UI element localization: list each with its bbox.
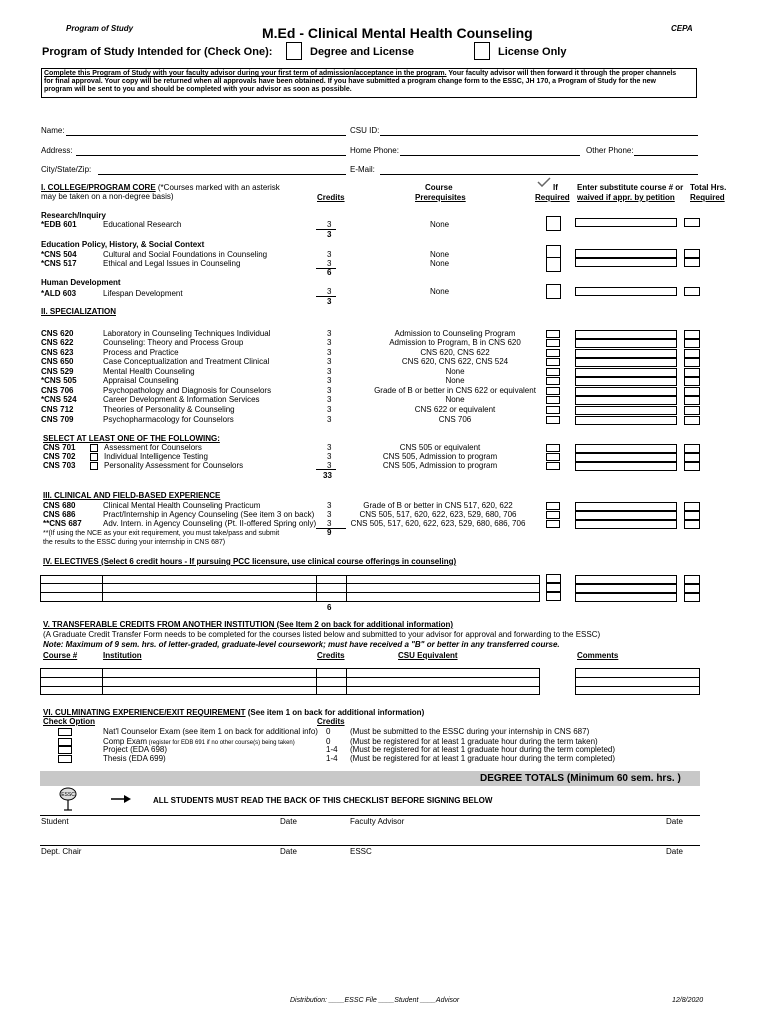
email-field[interactable] <box>380 174 698 175</box>
section1-note: may be taken on a non-degree basis) <box>41 192 174 201</box>
required-checkbox[interactable] <box>546 396 560 404</box>
ald603-prereq: None <box>430 287 450 296</box>
name-label: Name: <box>41 126 65 135</box>
course-title: Psychopharmacology for Counselors <box>103 415 234 424</box>
required-checkbox[interactable] <box>546 358 560 366</box>
divider <box>346 575 347 602</box>
address-label: Address: <box>41 146 73 155</box>
divider <box>40 677 540 678</box>
email-label: E-Mail: <box>350 165 375 174</box>
edu-total: 6 <box>327 268 332 277</box>
exit-option-credits: 0 <box>326 737 331 746</box>
footer-date: 12/8/2020 <box>672 997 704 1004</box>
prereq-header-1: Course <box>425 183 453 192</box>
substitute-field[interactable] <box>575 502 677 511</box>
culminating-title: VI. CULMINATING EXPERIENCE/EXIT REQUIREMENT (See item 1 on back for additional information) <box>43 708 425 717</box>
required-checkbox[interactable] <box>546 462 560 470</box>
signature-line-1[interactable] <box>40 815 700 816</box>
required-checkbox[interactable] <box>546 416 560 424</box>
edb601-title: Educational Research <box>103 220 182 229</box>
substitute-field[interactable] <box>575 406 677 415</box>
course-prereq: CNS 620, CNS 622, CNS 524 <box>401 357 509 366</box>
program-of-study-label: Program of Study <box>66 24 134 33</box>
course-credits: 3 <box>327 386 332 395</box>
substitute-field[interactable] <box>575 462 677 471</box>
substitute-field[interactable] <box>575 368 677 377</box>
divider <box>102 668 103 695</box>
divider <box>40 686 540 687</box>
edb601-substitute-field[interactable] <box>575 218 677 227</box>
total-field[interactable] <box>684 502 700 511</box>
research-total: 3 <box>327 230 332 239</box>
transfer-comments-header: Comments <box>577 651 619 660</box>
total-field[interactable] <box>684 520 700 529</box>
required-checkbox[interactable] <box>546 511 560 519</box>
required-checkbox[interactable] <box>546 377 560 385</box>
clinical-note-1: **(If using the NCE as your exit requirement, you must take/pass and submit <box>43 530 280 537</box>
course-prereq: None <box>445 367 465 376</box>
substitute-field[interactable] <box>575 330 677 339</box>
required-checkbox[interactable] <box>546 339 560 347</box>
transfer-line-2: Note: Maximum of 9 sem. hrs. of letter-graded, graduate-level coursework; must have received a "B" or better in any transferred course. <box>43 640 560 649</box>
course-credits: 3 <box>327 338 332 347</box>
enter-sub-header-2: waived if appr. by petition <box>577 193 675 202</box>
divider <box>40 592 540 593</box>
enter-sub-header-1: Enter substitute course # or <box>577 183 684 192</box>
csu-id-label: CSU ID: <box>350 126 380 135</box>
course-prereq: CNS 706 <box>438 415 472 424</box>
course-code: CNS 703 <box>43 461 76 470</box>
exit-option-label: Comp Exam (register for EDB 691 if no other course(s) being taken) <box>103 737 295 746</box>
home-phone-label: Home Phone: <box>350 146 399 155</box>
faculty-advisor-label: Faculty Advisor <box>350 817 405 826</box>
svg-text:ESSC: ESSC <box>61 792 75 798</box>
elective-1-checkbox[interactable] <box>546 574 561 583</box>
course-code: *CNS 524 <box>41 395 77 404</box>
course-prereq: Admission to Program, B in CNS 620 <box>389 338 521 347</box>
city-label: City/State/Zip: <box>41 165 92 174</box>
course-credits: 3 <box>327 367 332 376</box>
course-prereq: CNS 505, Admission to program <box>382 452 498 461</box>
substitute-field[interactable] <box>575 444 677 453</box>
course-title: Adv. Intern. in Agency Counseling (Pt. II-offered Spring only) <box>103 519 317 528</box>
cns517-total-field[interactable] <box>684 258 700 267</box>
research-heading: Research/Inquiry <box>41 211 106 220</box>
required-checkbox[interactable] <box>546 330 560 338</box>
elective-3-checkbox[interactable] <box>546 592 561 601</box>
divider <box>316 575 317 602</box>
select-heading: SELECT AT LEAST ONE OF THE FOLLOWING: <box>43 434 220 443</box>
course-title: Career Development & Information Services <box>103 395 260 404</box>
total-hrs-header-1: Total Hrs. <box>690 183 727 192</box>
course-credits: 3 <box>327 395 332 404</box>
course-credits: 3 <box>327 501 332 510</box>
course-credits: 3 <box>327 443 332 452</box>
ald603-code: *ALD 603 <box>41 289 77 298</box>
degree-license-checkbox[interactable] <box>286 42 302 60</box>
total-field[interactable] <box>684 396 700 405</box>
total-field[interactable] <box>684 462 700 471</box>
total-field[interactable] <box>684 453 700 462</box>
substitute-field[interactable] <box>575 358 677 367</box>
ald603-title: Lifespan Development <box>103 289 183 298</box>
transfer-institution-header: Institution <box>103 651 142 660</box>
elective-1-total[interactable] <box>684 575 700 584</box>
transfer-line-1: (A Graduate Credit Transfer Form needs to be completed for the courses listed below and submitted to your advisor for approval and forwarding to the ESSC) <box>43 630 601 639</box>
essc-label: ESSC <box>350 847 372 856</box>
specialization-title: II. SPECIALIZATION <box>41 307 116 316</box>
specialization-total: 33 <box>323 471 332 480</box>
clinical-total: 9 <box>327 528 332 537</box>
stamp-icon <box>58 786 78 812</box>
required-checkbox[interactable] <box>546 453 560 461</box>
total-field[interactable] <box>684 349 700 358</box>
substitute-field[interactable] <box>575 416 677 425</box>
chair-date-label: Date <box>280 847 297 856</box>
course-title: Personality Assessment for Counselors <box>104 461 244 470</box>
cns504-total-field[interactable] <box>684 249 700 258</box>
essc-date-label: Date <box>666 847 683 856</box>
substitute-field[interactable] <box>575 377 677 386</box>
course-code: CNS 701 <box>43 443 76 452</box>
cns517-title: Ethical and Legal Issues in Counseling <box>103 259 241 268</box>
divider <box>40 583 540 584</box>
course-credits: 3 <box>327 405 332 414</box>
notice-line-3: program will be sent to you and should be completed with your advisor as soon as possible. <box>44 86 352 93</box>
substitute-field[interactable] <box>575 387 677 396</box>
substitute-field[interactable] <box>575 349 677 358</box>
required-header: Required <box>535 193 570 202</box>
exit-option-description: (Must be registered for at least 1 graduate hour during the term completed) <box>350 754 616 763</box>
course-code: CNS 620 <box>41 329 74 338</box>
intended-label: Program of Study Intended for (Check One): <box>42 46 273 58</box>
substitute-field[interactable] <box>575 396 677 405</box>
electives-grid[interactable] <box>40 575 540 602</box>
substitute-field[interactable] <box>575 339 677 348</box>
elective-3-total[interactable] <box>684 593 700 602</box>
course-code: CNS 680 <box>43 501 76 510</box>
divider <box>316 469 336 470</box>
course-credits: 3 <box>327 348 332 357</box>
city-field[interactable] <box>98 174 346 175</box>
cns504-substitute-field[interactable] <box>575 249 677 258</box>
exit-option-label: Thesis (EDA 699) <box>103 754 166 763</box>
home-phone-field[interactable] <box>400 155 580 156</box>
culminating-credits-header: Credits <box>317 717 345 726</box>
distribution-footer: Distribution: ____ESSC File ____Student ____Advisor <box>290 997 460 1004</box>
course-prereq: CNS 505, 517, 620, 622, 623, 529, 680, 686, 706 <box>350 519 526 528</box>
edb601-total-field[interactable] <box>684 218 700 227</box>
course-code: CNS 686 <box>43 510 76 519</box>
address-field[interactable] <box>76 155 346 156</box>
course-title: Appraisal Counseling <box>103 376 179 385</box>
course-code: CNS 709 <box>41 415 74 424</box>
course-prereq: CNS 505, 517, 620, 622, 623, 529, 680, 706 <box>359 510 517 519</box>
course-code: **CNS 687 <box>43 519 82 528</box>
course-credits: 3 <box>327 329 332 338</box>
all-students-notice: ALL STUDENTS MUST READ THE BACK OF THIS CHECKLIST BEFORE SIGNING BELOW <box>153 796 493 805</box>
course-title: Clinical Mental Health Counseling Practicum <box>103 501 261 510</box>
course-code: CNS 706 <box>41 386 74 395</box>
exit-option-checkbox[interactable] <box>58 746 72 754</box>
other-phone-label: Other Phone: <box>586 146 634 155</box>
transfer-comments-grid[interactable] <box>575 668 700 695</box>
course-prereq: CNS 622 or equivalent <box>414 405 496 414</box>
prereq-header-2: Prerequisites <box>415 193 466 202</box>
total-field[interactable] <box>684 339 700 348</box>
required-checkbox[interactable] <box>546 387 560 395</box>
human-total: 3 <box>327 297 332 306</box>
required-checkbox[interactable] <box>546 444 560 452</box>
total-hrs-header-2: Required <box>690 193 725 202</box>
required-checkbox[interactable] <box>546 502 560 510</box>
section1-title: I. COLLEGE/PROGRAM CORE (*Courses marked with an asterisk <box>41 183 280 192</box>
cns517-substitute-field[interactable] <box>575 258 677 267</box>
elective-2-total[interactable] <box>684 584 700 593</box>
total-field[interactable] <box>684 377 700 386</box>
course-credits: 3 <box>327 357 332 366</box>
notice-line-1: Complete this Program of Study with your faculty advisor during your first term of admission/acceptance in the program. Your faculty advisor will then forward it through the proper channels <box>44 70 677 77</box>
electives-total: 6 <box>327 603 332 612</box>
select-option-checkbox[interactable] <box>90 462 98 470</box>
if-header: If <box>553 183 558 192</box>
total-field[interactable] <box>684 406 700 415</box>
course-prereq: Grade of B or better in CNS 517, 620, 622 <box>363 501 513 510</box>
license-only-label: License Only <box>498 46 567 58</box>
cns517-prereq: None <box>430 259 450 268</box>
exit-option-description: (Must be registered for at least 1 graduate hour during the term taken) <box>350 737 598 746</box>
select-option-checkbox[interactable] <box>90 444 98 452</box>
edb601-prereq: None <box>430 220 450 229</box>
signature-line-2[interactable] <box>40 845 700 846</box>
course-code: CNS 529 <box>41 367 74 376</box>
course-prereq: None <box>445 395 465 404</box>
ald603-substitute-field[interactable] <box>575 287 677 296</box>
dept-chair-label: Dept. Chair <box>41 847 82 856</box>
course-code: CNS 712 <box>41 405 74 414</box>
course-credits: 3 <box>327 376 332 385</box>
course-title: Assessment for Counselors <box>104 443 202 452</box>
divider <box>575 686 700 687</box>
total-field[interactable] <box>684 330 700 339</box>
course-code: CNS 650 <box>41 357 74 366</box>
course-code: CNS 622 <box>41 338 74 347</box>
clinical-note-2: the results to the ESSC during your internship in CNS 687) <box>43 539 226 546</box>
course-prereq: CNS 505 or equivalent <box>399 443 481 452</box>
course-code: CNS 623 <box>41 348 74 357</box>
substitute-field[interactable] <box>575 453 677 462</box>
notice-line-2: for final approval. Your copy will be returned when all approvals have been obtained. If you have submitted a program change form to the ESSC, JH 170, a Program of Study for the new <box>44 78 656 85</box>
elective-1-substitute[interactable] <box>575 575 677 584</box>
total-field[interactable] <box>684 368 700 377</box>
course-prereq: Grade of B or better in CNS 622 or equivalent <box>374 386 536 395</box>
checkmark-icon <box>537 177 551 187</box>
total-field[interactable] <box>684 358 700 367</box>
course-title: Case Conceptualization and Treatment Clinical <box>103 357 270 366</box>
total-field[interactable] <box>684 387 700 396</box>
course-credits: 3 <box>327 452 332 461</box>
course-prereq: None <box>445 376 465 385</box>
transfer-csu-equivalent-header: CSU Equivalent <box>398 651 458 660</box>
course-title: Laboratory in Counseling Techniques Individual <box>103 329 271 338</box>
course-prereq: CNS 620, CNS 622 <box>420 348 490 357</box>
other-phone-field[interactable] <box>634 155 698 156</box>
license-only-checkbox[interactable] <box>474 42 490 60</box>
clinical-title: III. CLINICAL AND FIELD-BASED EXPERIENCE <box>43 491 221 500</box>
total-field[interactable] <box>684 416 700 425</box>
ald603-total-field[interactable] <box>684 287 700 296</box>
substitute-field[interactable] <box>575 511 677 520</box>
course-title: Counseling: Theory and Process Group <box>103 338 244 347</box>
degree-license-label: Degree and License <box>310 46 414 58</box>
exit-option-credits: 0 <box>326 727 331 736</box>
divider <box>575 677 700 678</box>
ald603-required-checkbox[interactable] <box>546 284 561 299</box>
cns517-credits: 3 <box>327 259 332 268</box>
arrow-right-icon <box>110 794 132 804</box>
total-field[interactable] <box>684 444 700 453</box>
cns504-title: Cultural and Social Foundations in Counseling <box>103 250 268 259</box>
total-field[interactable] <box>684 511 700 520</box>
cns517-code: *CNS 517 <box>41 259 77 268</box>
course-credits: 3 <box>327 519 332 528</box>
required-checkbox[interactable] <box>546 368 560 376</box>
exit-option-credits: 1-4 <box>326 745 338 754</box>
elective-3-substitute[interactable] <box>575 593 677 602</box>
course-code: CNS 702 <box>43 452 76 461</box>
check-option-header: Check Option <box>43 717 96 726</box>
electives-title: IV. ELECTIVES (Select 6 credit hours - If pursuing PCC licensure, use clinical course offerings in counseling) <box>43 557 457 566</box>
course-title: Process and Practice <box>103 348 179 357</box>
exit-option-credits: 1-4 <box>326 754 338 763</box>
divider <box>316 268 336 269</box>
page-title: M.Ed - Clinical Mental Health Counseling <box>262 25 533 41</box>
elective-2-checkbox[interactable] <box>546 583 561 592</box>
course-prereq: CNS 505, Admission to program <box>382 461 498 470</box>
cns504-code: *CNS 504 <box>41 250 77 259</box>
edu-heading: Education Policy, History, & Social Context <box>41 240 205 249</box>
exit-option-checkbox[interactable] <box>58 728 72 736</box>
degree-totals-label: DEGREE TOTALS (Minimum 60 sem. hrs. ) <box>480 773 681 784</box>
course-credits: 3 <box>327 510 332 519</box>
course-code: *CNS 505 <box>41 376 77 385</box>
divider <box>316 229 336 230</box>
course-credits: 3 <box>327 461 332 470</box>
cns504-prereq: None <box>430 250 450 259</box>
course-title: Psychopathology and Diagnosis for Counselors <box>103 386 272 395</box>
ald603-credits: 3 <box>327 287 332 296</box>
transfer-title: V. TRANSFERABLE CREDITS FROM ANOTHER INSTITUTION (See Item 2 on back for additional information) <box>43 620 454 629</box>
transfer-course-header: Course # <box>43 651 78 660</box>
human-heading: Human Development <box>41 278 121 287</box>
course-title: Theories of Personality & Counseling <box>103 405 235 414</box>
exit-option-checkbox[interactable] <box>58 738 72 746</box>
advisor-date-label: Date <box>666 817 683 826</box>
exit-option-checkbox[interactable] <box>58 755 72 763</box>
credits-header: Credits <box>317 193 345 202</box>
required-checkbox[interactable] <box>546 349 560 357</box>
cns504-credits: 3 <box>327 250 332 259</box>
transfer-credits-header: Credits <box>317 651 345 660</box>
select-option-checkbox[interactable] <box>90 453 98 461</box>
course-title: Individual Intelligence Testing <box>104 452 208 461</box>
course-credits: 3 <box>327 415 332 424</box>
student-date-label: Date <box>280 817 297 826</box>
transfer-grid[interactable] <box>40 668 540 695</box>
required-checkbox[interactable] <box>546 520 560 528</box>
exit-option-description: (Must be submitted to the ESSC during your internship in CNS 687) <box>350 727 590 736</box>
exit-option-label: Project (EDA 698) <box>103 745 168 754</box>
edb601-required-checkbox[interactable] <box>546 216 561 231</box>
divider <box>346 668 347 695</box>
course-prereq: Admission to Counseling Program <box>394 329 516 338</box>
edb601-code: *EDB 601 <box>41 220 77 229</box>
required-checkbox[interactable] <box>546 406 560 414</box>
csu-id-field[interactable] <box>380 135 698 136</box>
cepa-label: CEPA <box>671 24 693 33</box>
student-label: Student <box>41 817 69 826</box>
edb601-credits: 3 <box>327 220 332 229</box>
course-title: Pract/Internship in Agency Counseling (See item 3 on back) <box>103 510 315 519</box>
substitute-field[interactable] <box>575 520 677 529</box>
exit-option-label: Nat'l Counselor Exam (see item 1 on back for additional info) <box>103 727 318 736</box>
divider <box>102 575 103 602</box>
cns517-required-checkbox[interactable] <box>546 257 561 272</box>
divider <box>316 668 317 695</box>
elective-2-substitute[interactable] <box>575 584 677 593</box>
exit-option-description: (Must be registered for at least 1 graduate hour during the term completed) <box>350 745 616 754</box>
course-title: Mental Health Counseling <box>103 367 195 376</box>
divider <box>316 296 336 297</box>
name-field[interactable] <box>66 135 346 136</box>
